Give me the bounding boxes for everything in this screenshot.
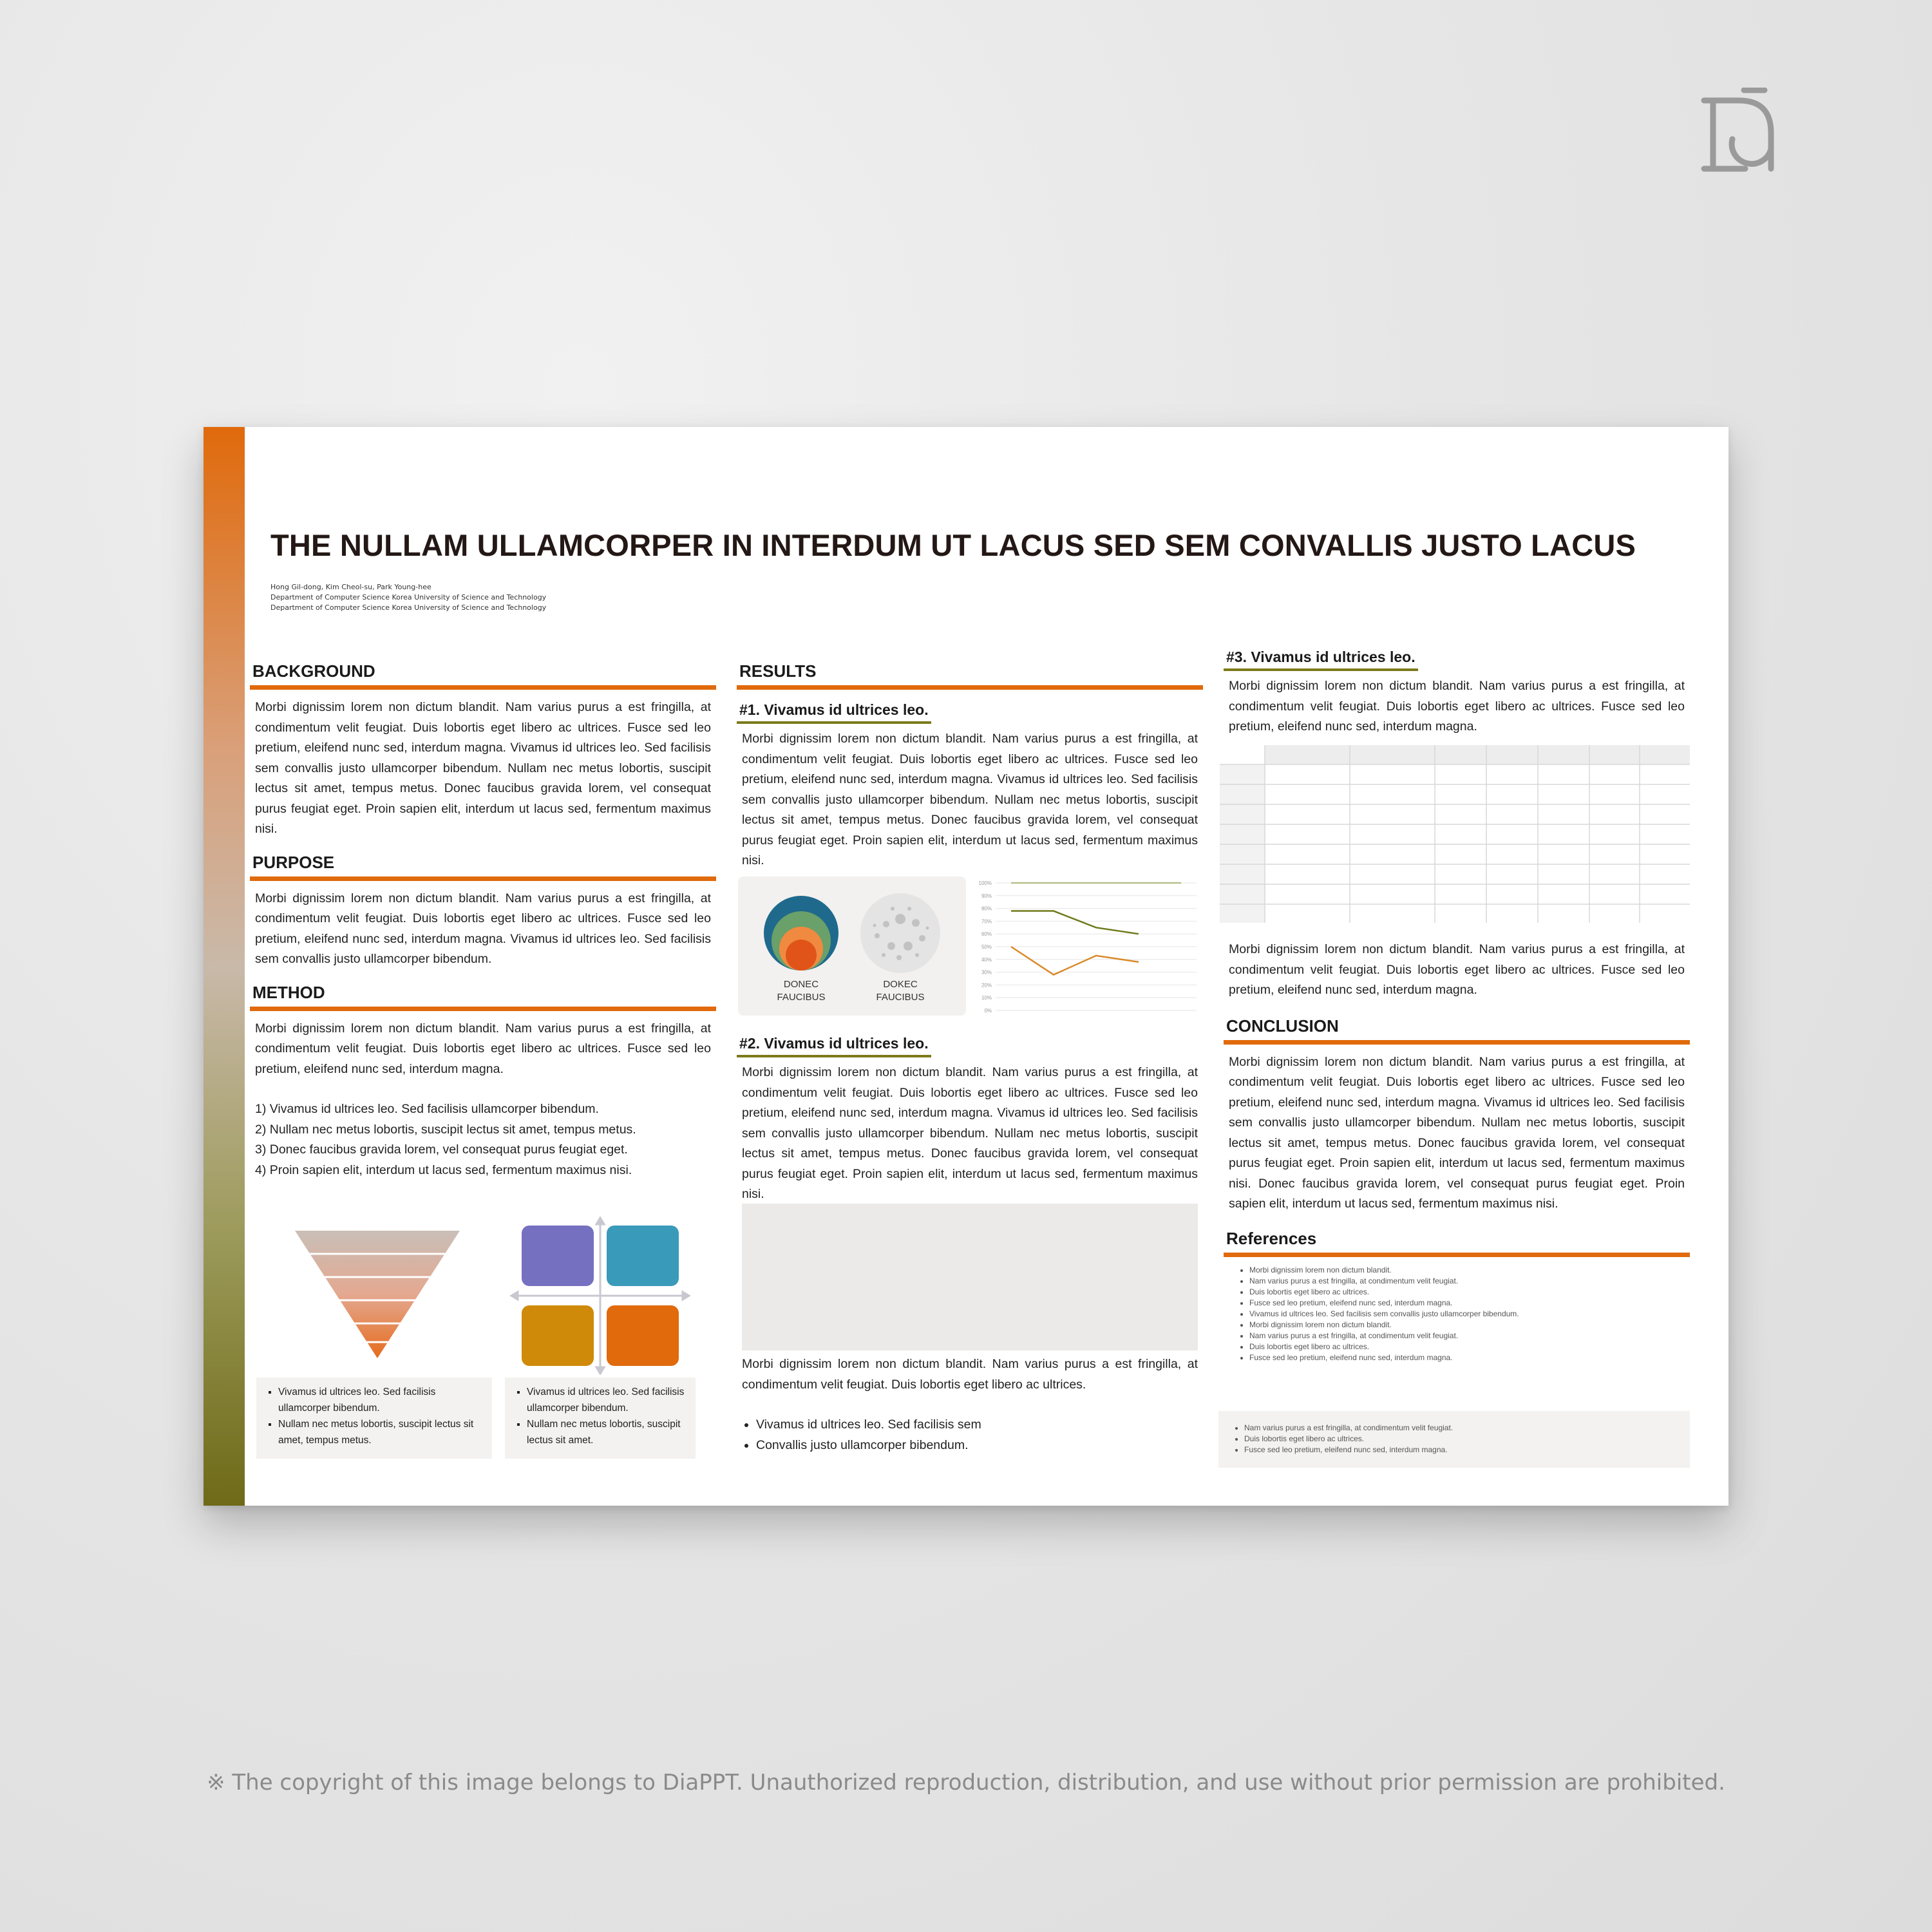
series-line-2 [1011, 911, 1139, 934]
reference-item: • Morbi dignissim lorem non dictum blandit. [1249, 1265, 1690, 1276]
copyright-footer: ※ The copyright of this image belongs to DiaPPT. Unauthorized reproduction, distribution, and use without prior permission are prohibited. [207, 1770, 1725, 1795]
funnel-notes [256, 1378, 492, 1459]
middle-column-lower [737, 1035, 1203, 1205]
reference-item: • Duis lobortis eget libero ac ultrices. [1249, 1287, 1690, 1298]
results-heading: RESULTS [737, 661, 1203, 690]
reference-item: • Nam varius purus a est fringilla, at condimentum velit feugiat. [1249, 1331, 1690, 1341]
quadrant-notes [505, 1378, 696, 1459]
list-item: • Convallis justo ullamcorper bibendum. [756, 1435, 1198, 1456]
right-column-mid [1224, 940, 1690, 1363]
reference-item: • Fusce sed leo pretium, eleifend nunc sed, interdum magna. [1249, 1298, 1690, 1309]
dotted-circle-icon [858, 891, 943, 976]
list-item: 3) Donec faucibus gravida lorem, vel consequat purus feugiat eget. [255, 1142, 628, 1157]
quadrant-diagram [509, 1217, 692, 1375]
y-tick-label: 0% [984, 1008, 992, 1014]
references-list [1224, 1265, 1690, 1363]
funnel-shape [295, 1231, 460, 1358]
label-line: FAUCIBUS [876, 992, 925, 1003]
conclusion-heading: CONCLUSION [1224, 1016, 1690, 1045]
purpose-heading: PURPOSE [250, 853, 716, 881]
list-item: 1) Vivamus id ultrices leo. Sed facilisis ullamcorper bibendum. [255, 1102, 599, 1116]
diappt-logo-icon [1700, 88, 1790, 175]
data-table [1220, 745, 1690, 923]
reference-item: • Morbi dignissim lorem non dictum blandit. [1249, 1320, 1690, 1331]
circle-label-2 [855, 978, 945, 1004]
method-heading: METHOD [250, 983, 716, 1011]
y-tick-label: 90% [981, 893, 992, 899]
quadrant-orange [607, 1305, 679, 1366]
line-chart [974, 878, 1203, 1017]
y-tick-label: 60% [981, 931, 992, 938]
funnel-diagram [294, 1229, 461, 1358]
middle-column [737, 661, 1203, 871]
reference-item: • Nam varius purus a est fringilla, at condimentum velit feugiat. [1249, 1276, 1690, 1287]
label-line: DOKEC [883, 979, 918, 990]
y-tick-label: 20% [981, 982, 992, 989]
accent-sidebar [204, 427, 245, 1506]
reference-item: • Duis lobortis eget libero ac ultrices. [1244, 1434, 1690, 1444]
quadrant-purple [522, 1226, 594, 1286]
y-tick-label: 80% [981, 905, 992, 912]
list-item: ▪ Vivamus id ultrices leo. Sed facilisis ullamcorper bibendum. [278, 1384, 486, 1416]
references-heading: References [1224, 1229, 1690, 1257]
results-text1: Morbi dignissim lorem non dictum blandit. Nam varius purus a est fringilla, at condimentum velit feugiat. Duis lobortis eget libero ac ultrices. Fusce sed leo pretium, eleifend nunc sed, interdum magna. Vivamus id ultrices leo. Sed facilisis sem convallis justo ullamcorper bibendum. Nullam nec metus lobortis, suscipit lectus sit amet, tempus metus. Donec faucibus gravida lorem, vel consequat purus feugiat eget. Proin sapien elit, interdum ut lacus sed, fermentum maximus nisi. [742, 732, 1198, 867]
results-sub3: #3. Vivamus id ultrices leo. [1224, 649, 1418, 671]
table-header-col [1220, 764, 1265, 923]
circles-panel [738, 876, 966, 1016]
results-text4: Morbi dignissim lorem non dictum blandit. Nam varius purus a est fringilla, at condimentum velit feugiat. Duis lobortis eget libero ac ultrices. Fusce sed leo pretium, eleifend nunc sed, interdum magna. [1229, 679, 1685, 734]
y-tick-label: 10% [981, 995, 992, 1001]
y-tick-label: 40% [981, 956, 992, 963]
label-line: FAUCIBUS [777, 992, 826, 1003]
list-item: 4) Proin sapien elit, interdum ut lacus sed, fermentum maximus nisi. [255, 1162, 632, 1177]
left-column [250, 661, 716, 1180]
y-tick-label: 30% [981, 969, 992, 976]
quadrant-teal [607, 1226, 679, 1286]
y-tick-label: 50% [981, 944, 992, 950]
circle-label-1 [756, 978, 846, 1004]
reference-item: • Duis lobortis eget libero ac ultrices. [1249, 1341, 1690, 1352]
author-names: Hong Gil-dong, Kim Cheol-su, Park Young-hee [270, 583, 431, 591]
y-tick-label: 100% [978, 880, 992, 886]
results-text3: Morbi dignissim lorem non dictum blandit. Nam varius purus a est fringilla, at condimentum velit feugiat. Duis lobortis eget libero ac ultrices. [742, 1357, 1198, 1392]
quadrant-mustard [522, 1305, 594, 1366]
nested-circles-icon [761, 893, 841, 973]
label-line: DONEC [783, 979, 819, 990]
background-heading: BACKGROUND [250, 661, 716, 690]
list-item: ▪ Nullam nec metus lobortis, suscipit lectus sit amet. [527, 1416, 689, 1448]
background-text: Morbi dignissim lorem non dictum blandit. Nam varius purus a est fringilla, at condimentum velit feugiat. Duis lobortis eget libero ac ultrices. Fusce sed leo pretium, eleifend nunc sed, interdum magna. Vivamus id ultrices leo. Sed facilisis sem convallis justo ullamcorper bibendum. Nullam nec metus lobortis, suscipit lectus sit amet, tempus metus. Donec faucibus gravida lorem, vel consequat purus feugiat eget. Proin sapien elit, interdum ut lacus sed, fermentum maximus nisi. [255, 700, 711, 836]
right-column [1224, 649, 1690, 737]
method-steps [250, 1099, 716, 1180]
y-tick-label: 70% [981, 918, 992, 925]
poster-title: THE NULLAM ULLAMCORPER IN INTERDUM UT LACUS SED SEM CONVALLIS JUSTO LACUS [270, 528, 1636, 562]
references-box [1218, 1411, 1690, 1468]
method-text: Morbi dignissim lorem non dictum blandit. Nam varius purus a est fringilla, at condimentum velit feugiat. Duis lobortis eget libero ac ultrices. Fusce sed leo pretium, eleifend nunc sed, interdum magna. [255, 1021, 711, 1076]
series-line-3 [1011, 947, 1139, 975]
reference-item: • Nam varius purus a est fringilla, at condimentum velit feugiat. [1244, 1423, 1690, 1434]
list-item: ▪ Vivamus id ultrices leo. Sed facilisis ullamcorper bibendum. [527, 1384, 689, 1416]
results-bullets [737, 1415, 1203, 1455]
middle-column-bottom [737, 1354, 1203, 1455]
purpose-text: Morbi dignissim lorem non dictum blandit. Nam varius purus a est fringilla, at condimentum velit feugiat. Duis lobortis eget libero ac ultrices. Fusce sed leo pretium, eleifend nunc sed, interdum magna. Vivamus id ultrices leo. Sed facilisis sem convallis justo ullamcorper bibendum. [255, 891, 711, 966]
list-item: ▪ Nullam nec metus lobortis, suscipit lectus sit amet, tempus metus. [278, 1416, 486, 1448]
image-placeholder [742, 1204, 1198, 1350]
poster [204, 427, 1728, 1506]
reference-item: • Fusce sed leo pretium, eleifend nunc sed, interdum magna. [1244, 1444, 1690, 1455]
conclusion-text: Morbi dignissim lorem non dictum blandit. Nam varius purus a est fringilla, at condimentum velit feugiat. Duis lobortis eget libero ac ultrices. Fusce sed leo pretium, eleifend nunc sed, interdum magna. Vivamus id ultrices leo. Sed facilisis sem convallis justo ullamcorper bibendum. Nullam nec metus lobortis, suscipit lectus sit amet, tempus metus. Donec faucibus gravida lorem, vel consequat purus feugiat eget. Proin sapien elit, interdum ut lacus sed, fermentum maximus nisi. Donec faucibus gravida lorem, vel consequat purus feugiat eget. Proin sapien elit, interdum ut lacus sed, fermentum maximus nisi. [1229, 1054, 1685, 1211]
table-header-row [1265, 745, 1690, 764]
results-text2: Morbi dignissim lorem non dictum blandit. Nam varius purus a est fringilla, at condimentum velit feugiat. Duis lobortis eget libero ac ultrices. Fusce sed leo pretium, eleifend nunc sed, interdum magna. Vivamus id ultrices leo. Sed facilisis sem convallis justo ullamcorper bibendum. Nullam nec metus lobortis, suscipit lectus sit amet, tempus metus. Donec faucibus gravida lorem, vel consequat purus feugiat eget. Proin sapien elit, interdum ut lacus sed, fermentum maximus nisi. [742, 1065, 1198, 1201]
list-item: • Vivamus id ultrices leo. Sed facilisis sem [756, 1415, 1198, 1435]
reference-item: • Vivamus id ultrices leo. Sed facilisis sem convallis justo ullamcorper bibendum. [1249, 1309, 1690, 1320]
author-affiliation: Department of Computer Science Korea University of Science and Technology [270, 593, 547, 601]
results-sub1: #1. Vivamus id ultrices leo. [737, 701, 931, 724]
list-item: 2) Nullam nec metus lobortis, suscipit lectus sit amet, tempus metus. [255, 1122, 636, 1137]
results-sub2: #2. Vivamus id ultrices leo. [737, 1035, 931, 1057]
authors-block [270, 582, 546, 613]
results-text5: Morbi dignissim lorem non dictum blandit. Nam varius purus a est fringilla, at condimentum velit feugiat. Duis lobortis eget libero ac ultrices. Fusce sed leo pretium, eleifend nunc sed, interdum magna. [1229, 942, 1685, 997]
author-affiliation: Department of Computer Science Korea University of Science and Technology [270, 603, 547, 612]
reference-item: • Fusce sed leo pretium, eleifend nunc sed, interdum magna. [1249, 1352, 1690, 1363]
